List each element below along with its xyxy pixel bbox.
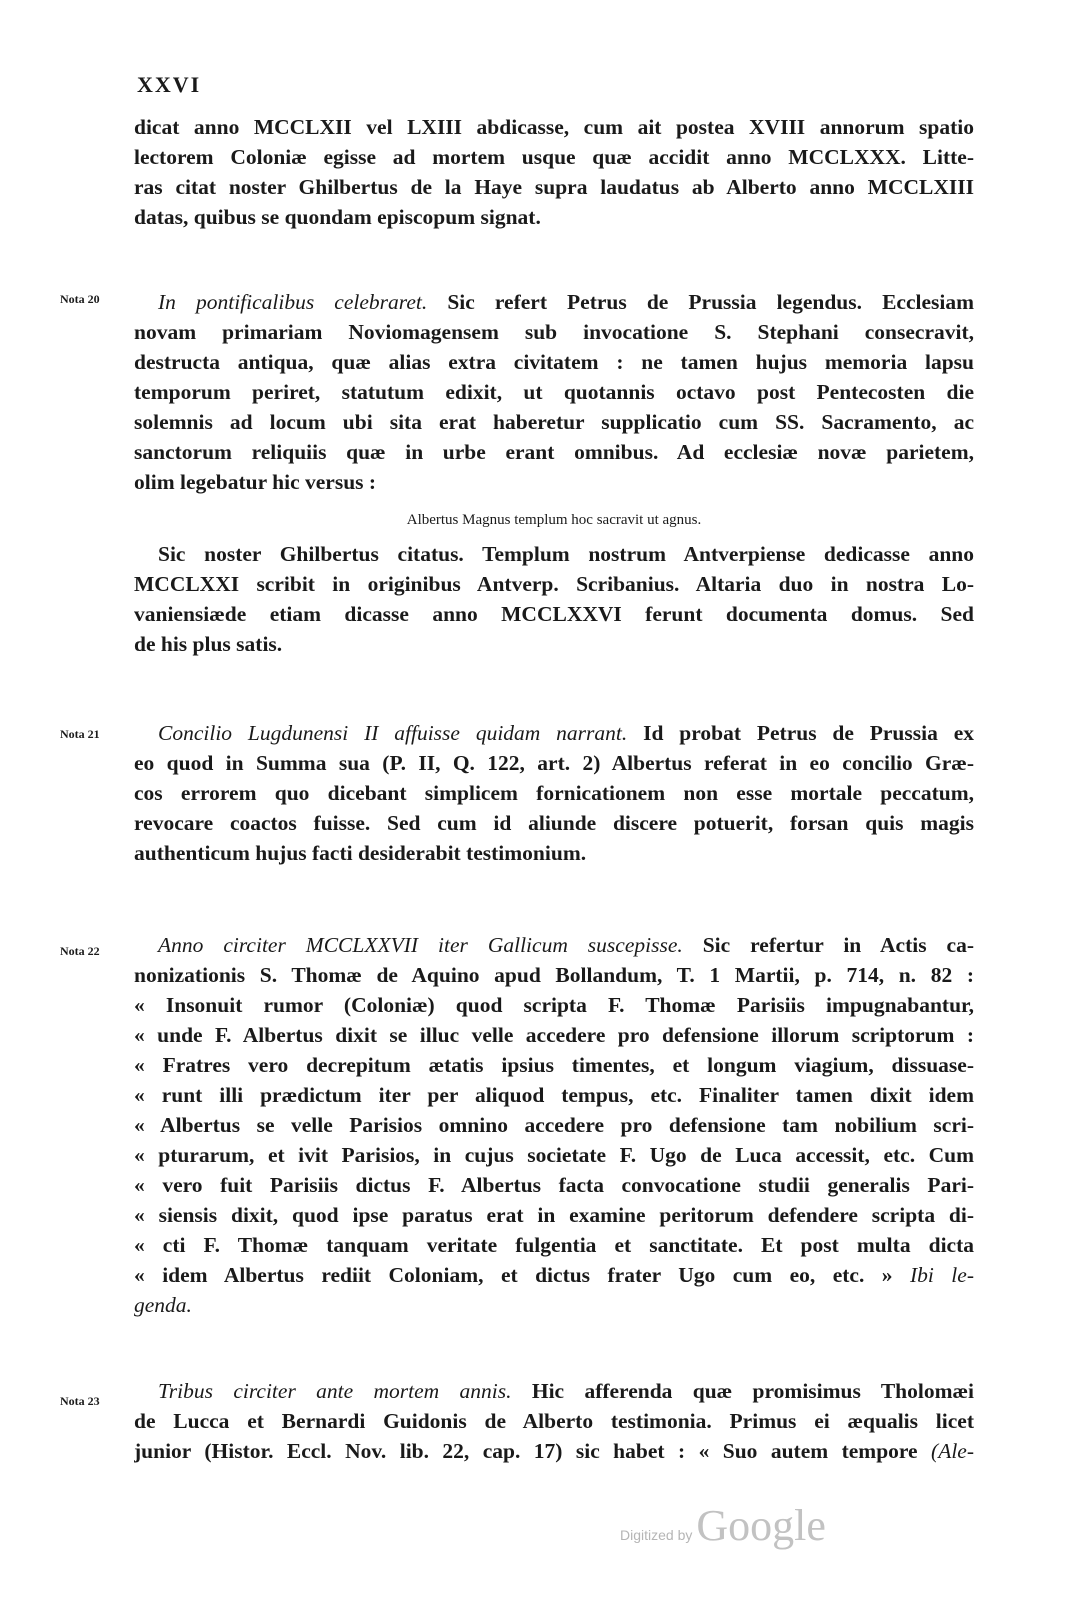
text-line: nonizationis S. Thomæ de Aquino apud Bollandum, T. 1 Martii, p. 714, n. 82 : bbox=[134, 963, 974, 987]
text-line: MCCLXXI scribit in originibus Antverp. Scribanius. Altaria duo in nostra Lo- bbox=[134, 572, 974, 596]
note-lead: Concilio Lugdunensi II affuisse quidam narrant. bbox=[158, 721, 628, 745]
note-lead: In pontificalibus celebraret. bbox=[158, 290, 428, 314]
text-line: eo quod in Summa sua (P. II, Q. 122, art. 2) Albertus referat in eo concilio Græ- bbox=[134, 751, 974, 775]
text-line bbox=[134, 287, 974, 317]
text-line: « runt illi prædictum iter per aliquod tempus, etc. Finaliter tamen dixit idem bbox=[134, 1083, 974, 1107]
text-line: dicat anno MCCLXII vel LXIII abdicasse, cum ait postea XVIII annorum spatio bbox=[134, 115, 974, 139]
text-line: lectorem Coloniæ egisse ad mortem usque quæ accidit anno MCCLXXX. Litte- bbox=[134, 145, 974, 169]
note-label-23: Nota 23 bbox=[60, 1394, 100, 1408]
italic-tail: genda. bbox=[134, 1293, 192, 1317]
note-20-continued bbox=[134, 539, 974, 659]
text-line: novam primariam Noviomagensem sub invocatione S. Stephani consecravit, bbox=[134, 320, 974, 344]
line-text: « idem Albertus rediit Coloniam, et dictus frater Ugo cum eo, etc. » bbox=[134, 1263, 893, 1287]
text-line bbox=[134, 930, 974, 960]
page-number: XXVI bbox=[137, 72, 202, 97]
text-line: datas, quibus se quondam episcopum signat. bbox=[134, 205, 541, 229]
verse-quote: Albertus Magnus templum hoc sacravit ut agnus. bbox=[406, 512, 702, 528]
note-20 bbox=[134, 287, 974, 497]
line-text: Hic afferenda quæ promisimus Tholomæi bbox=[511, 1379, 974, 1403]
text-line bbox=[134, 1436, 974, 1466]
text-line bbox=[134, 1260, 974, 1290]
google-logo: Google bbox=[696, 1501, 826, 1550]
note-lead: Anno circiter MCCLXXVII iter Gallicum suscepisse. bbox=[158, 933, 683, 957]
text-line: olim legebatur hic versus : bbox=[134, 470, 377, 494]
text-line bbox=[134, 718, 974, 748]
line-text: Sic refert Petrus de Prussia legendus. Ecclesiam bbox=[427, 290, 974, 314]
text-line: cos errorem quo dicebant simplicem fornicationem non esse mortale peccatum, bbox=[134, 781, 974, 805]
text-line: vaniensiæde etiam dicasse anno MCCLXXVI ferunt documenta domus. Sed bbox=[134, 602, 974, 626]
text-line: ras citat noster Ghilbertus de la Haye supra laudatus ab Alberto anno MCCLXIII bbox=[134, 175, 974, 199]
text-line: « Insonuit rumor (Coloniæ) quod scripta F. Thomæ Parisiis impugnabantur, bbox=[134, 993, 974, 1017]
italic-tail: (Ale- bbox=[917, 1439, 974, 1463]
text-line: « Albertus se velle Parisios omnino accedere pro defensione tam nobilium scri- bbox=[134, 1113, 974, 1137]
text-line: solemnis ad locum ubi sita erat haberetur supplicatio cum SS. Sacramento, ac bbox=[134, 410, 974, 434]
text-line: « siensis dixit, quod ipse paratus erat in examine peritorum defendere scripta di- bbox=[134, 1203, 974, 1227]
text-line: « unde F. Albertus dixit se illuc velle accedere pro defensione illorum scriptorum : bbox=[134, 1023, 974, 1047]
text-line: temporum periret, statutum edixit, ut quotannis octavo post Pentecosten die bbox=[134, 380, 974, 404]
text-line: de his plus satis. bbox=[134, 632, 283, 656]
digitized-by-text: Digitized by bbox=[620, 1527, 693, 1543]
note-21 bbox=[134, 718, 974, 868]
note-label-21: Nota 21 bbox=[60, 727, 100, 741]
text-line: Sic noster Ghilbertus citatus. Templum nostrum Antverpiense dedicasse anno bbox=[158, 542, 974, 566]
italic-tail: Ibi le- bbox=[892, 1263, 974, 1287]
note-label-22: Nota 22 bbox=[60, 944, 100, 958]
line-text: junior (Histor. Eccl. Nov. lib. 22, cap. 17) sic habet : « Suo autem tempore bbox=[134, 1439, 918, 1463]
text-line: sanctorum reliquiis quæ in urbe erant omnibus. Ad ecclesiæ novæ parietem, bbox=[134, 440, 974, 464]
text-line: « pturarum, et ivit Parisios, in cujus societate F. Ugo de Luca accessit, etc. Cum bbox=[134, 1143, 974, 1167]
text-line: « vero fuit Parisiis dictus F. Albertus facta convocatione studii generalis Pari- bbox=[134, 1173, 974, 1197]
intro-paragraph bbox=[134, 112, 974, 232]
text-line: authenticum hujus facti desiderabit testimonium. bbox=[134, 841, 587, 865]
note-lead: Tribus circiter ante mortem annis. bbox=[158, 1379, 512, 1403]
note-23 bbox=[134, 1376, 974, 1466]
text-line bbox=[134, 1290, 974, 1320]
note-22 bbox=[134, 930, 974, 1320]
note-label-20: Nota 20 bbox=[60, 292, 100, 306]
line-text: Id probat Petrus de Prussia ex bbox=[627, 721, 974, 745]
line-text: Sic refertur in Actis ca- bbox=[682, 933, 974, 957]
text-line: « cti F. Thomæ tanquam veritate fulgentia et sanctitate. Et post multa dicta bbox=[134, 1233, 974, 1257]
text-line bbox=[134, 1376, 974, 1406]
text-line: destructa antiqua, quæ alias extra civitatem : ne tamen hujus memoria lapsu bbox=[134, 350, 974, 374]
text-line: « Fratres vero decrepitum ætatis ipsius timentes, et longum viagium, dissuase- bbox=[134, 1053, 974, 1077]
text-line: de Lucca et Bernardi Guidonis de Alberto testimonia. Primus ei æqualis licet bbox=[134, 1409, 974, 1433]
digitized-watermark bbox=[620, 1500, 826, 1551]
text-line: revocare coactos fuisse. Sed cum id aliunde discere potuerit, forsan quis magis bbox=[134, 811, 974, 835]
